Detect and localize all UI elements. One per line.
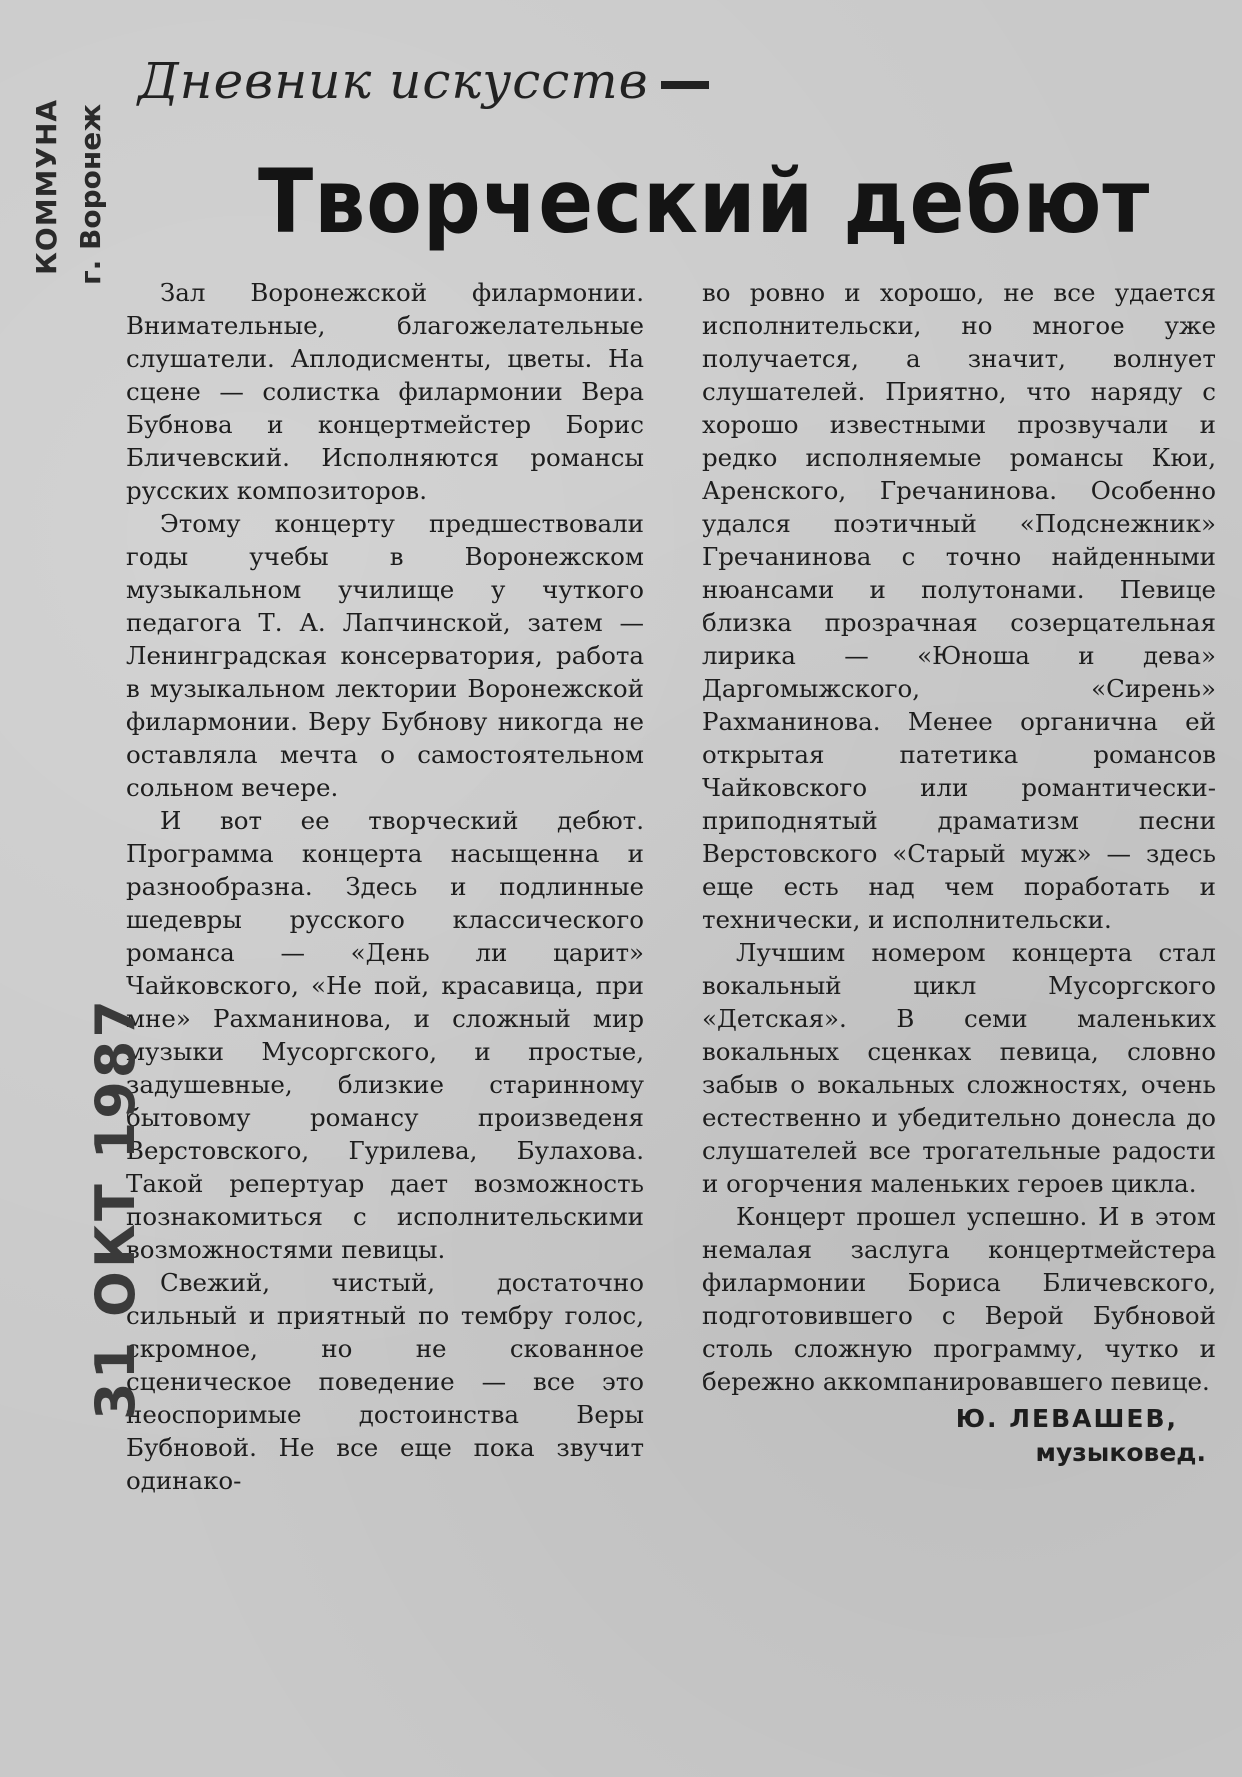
article-headline: Творческий дебют: [258, 150, 1151, 253]
paragraph: Этому концерту предшествовали годы учебы в Воронежском музыкальном училище у чуткого педагога Т. А. Лапчинской, затем — Ленинградская консерватория, работа в музыкальном лектории Воронежской филармонии. Веру Бубнову никогда не оставляла мечта о самостоятельном сольном вечере.: [126, 509, 644, 802]
date-stamp: 31 ОКТ 1987: [84, 997, 147, 1420]
paragraph: Зал Воронежской филармонии. Внимательные, благожелательные слушатели. Аплодисменты, цветы. На сцене — солистка филармонии Вера Бубнова и концертмейстер Борис Бличевский. Исполняются романсы русских композиторов.: [126, 278, 644, 505]
article-column-right: [702, 276, 1216, 1470]
source-stamp: [22, 60, 122, 290]
author-name: Ю. ЛЕВАШЕВ,: [955, 1404, 1178, 1433]
source-stamp-city: г. Воронеж: [74, 103, 107, 285]
source-stamp-newspaper: КОММУНА: [30, 98, 63, 275]
paragraph: Лучшим номером концерта стал вокальный цикл Мусоргского «Детская». В семи маленьких вокальных сценках певица, словно забыв о вокальных сложностях, очень естественно и убедительно донесла до слушателей все трогательные радости и огорчения маленьких героев цикла.: [702, 938, 1216, 1198]
section-label: [138, 52, 709, 110]
paragraph: Концерт прошел успешно. И в этом немалая заслуга концертмейстера филармонии Бориса Бличевского, подготовившего с Верой Бубновой столь сложную программу, чутко и бережно аккомпанировавшего певице.: [702, 1202, 1216, 1396]
paragraph: И вот ее творческий дебют. Программа концерта насыщенна и разнообразна. Здесь и подлинные шедевры русского классического романса — «День ли царит» Чайковского, «Не пой, красавица, при мне» Рахманинова, и сложный мир музыки Мусоргского, и простые, задушевные, близкие старинному бытовому романсу произведеня Верстовского, Гурилева, Булахова. Такой репертуар дает возможность познакомиться с исполнительскими возможностями певицы.: [126, 806, 644, 1264]
section-label-text: Дневник искусств: [138, 52, 649, 110]
author-role: музыковед.: [1035, 1438, 1206, 1467]
article-column-left: [126, 276, 644, 1497]
author-signature: [702, 1402, 1216, 1470]
paragraph: Свежий, чистый, достаточно сильный и приятный по тембру голос, скромное, но не скованное сценическое поведение — все это неоспоримые достоинства Веры Бубновой. Не все еще пока звучит одинако-: [126, 1268, 644, 1495]
section-dash: [661, 81, 709, 89]
paragraph: во ровно и хорошо, не все удается исполнительски, но многое уже получается, а значит, волнует слушателей. Приятно, что наряду с хорошо известными прозвучали и редко исполняемые романсы Кюи, Аренского, Гречанинова. Особенно удался поэтичный «Подснежник» Гречанинова с точно найденными нюансами и полутонами. Певице близка прозрачная созерцательная лирика — «Юноша и дева» Даргомыжского, «Сирень» Рахманинова. Менее органична ей открытая патетика романсов Чайковского или романтически-приподнятый драматизм песни Верстовского «Старый муж» — здесь еще есть над чем поработать и технически, и исполнительски.: [702, 278, 1216, 934]
